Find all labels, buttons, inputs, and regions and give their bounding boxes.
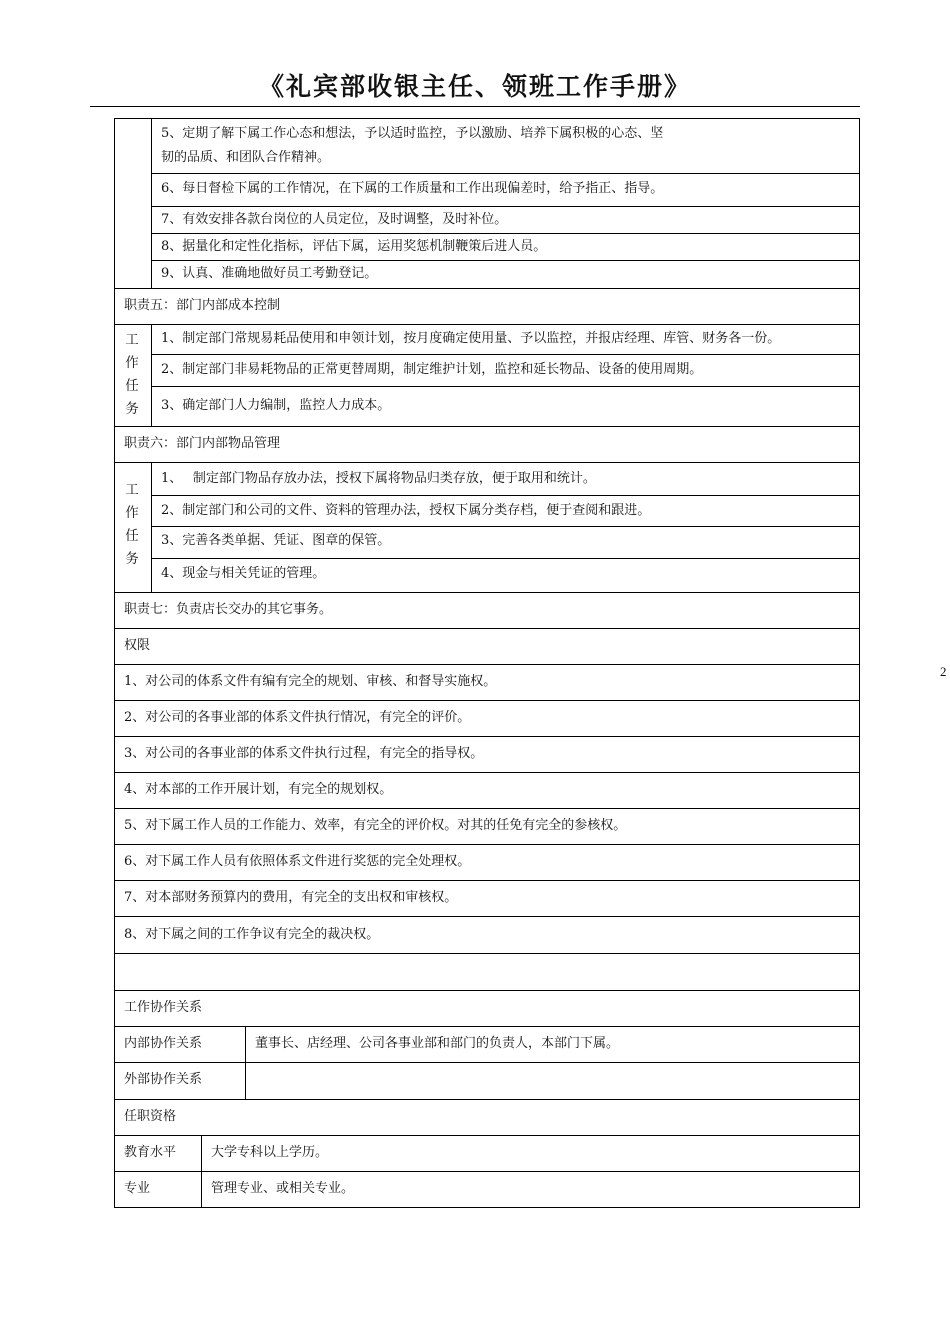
table-divider: [151, 324, 152, 426]
page-title: 《礼宾部收银主任、领班工作手册》: [258, 72, 691, 101]
label-char: 工: [125, 332, 139, 348]
table-divider: [151, 558, 860, 559]
table-divider: [114, 953, 860, 954]
authority-item: 4、对本部的工作开展计划，有完全的规划权。: [124, 782, 393, 797]
task-item: 1、制定部门常规易耗品使用和申领计划，按月度确定使用量、予以监控，并报店经理、库管、财务各一份。: [161, 331, 781, 346]
authority-item: 3、对公司的各事业部的体系文件执行过程，有完全的指导权。: [124, 746, 484, 761]
table-divider: [151, 233, 860, 234]
table-divider: [151, 173, 860, 174]
table-divider: [114, 990, 860, 991]
task-item: 4、现金与相关凭证的管理。: [161, 566, 326, 581]
authority-item: 6、对下属工作人员有依照体系文件进行奖惩的完全处理权。: [124, 854, 471, 869]
task-item: 2、制定部门非易耗物品的正常更替周期，制定维护计划，监控和延长物品、设备的使用周期。: [161, 362, 703, 377]
task-item-continuation: 韧的品质、和团队合作精神。: [161, 150, 331, 165]
label-char: 务: [125, 401, 139, 417]
table-divider: [151, 206, 860, 207]
education-label: 教育水平: [124, 1145, 177, 1160]
table-divider: [114, 880, 860, 881]
table-divider: [114, 664, 860, 665]
label-char: 作: [125, 505, 139, 521]
table-divider: [151, 526, 860, 527]
table-divider: [151, 260, 860, 261]
task-item: 9、认真、准确地做好员工考勤登记。: [161, 266, 378, 281]
task-item: 5、定期了解下属工作心态和想法，予以适时监控，予以激励、培养下属积极的心态、坚: [161, 126, 664, 141]
table-divider: [114, 1099, 860, 1100]
table-divider: [114, 736, 860, 737]
title-underline: [90, 106, 860, 107]
table-divider: [151, 462, 152, 592]
task-item: 1、 制定部门物品存放办法，授权下属将物品归类存放，便于取用和统计。: [161, 471, 596, 486]
major-value: 管理专业、或相关专业。: [211, 1181, 355, 1196]
table-divider: [114, 426, 860, 427]
table-divider: [151, 386, 860, 387]
task-item: 7、有效安排各款台岗位的人员定位，及时调整，及时补位。: [161, 212, 508, 227]
task-item: 3、完善各类单据、凭证、图章的保管。: [161, 533, 391, 548]
internal-cooperation-label: 内部协作关系: [124, 1036, 203, 1051]
table-divider: [114, 592, 860, 593]
authority-item: 8、对下属之间的工作争议有完全的裁决权。: [124, 927, 380, 942]
table-divider: [114, 808, 860, 809]
work-task-label: [118, 479, 146, 571]
table-divider: [151, 354, 860, 355]
work-task-label: [118, 329, 146, 421]
label-char: 工: [125, 482, 139, 498]
label-char: 作: [125, 355, 139, 371]
table-divider: [114, 916, 860, 917]
table-divider: [114, 700, 860, 701]
section-heading-authority: 权限: [124, 638, 151, 653]
page-number: 2: [940, 664, 947, 679]
external-cooperation-label: 外部协作关系: [124, 1072, 203, 1087]
internal-cooperation-value: 董事长、店经理、公司各事业部和部门的负责人，本部门下属。: [255, 1036, 620, 1051]
table-divider: [114, 1135, 860, 1136]
table-divider: [114, 1171, 860, 1172]
table-divider: [114, 844, 860, 845]
table-divider: [114, 628, 860, 629]
major-label: 专业: [124, 1181, 151, 1196]
duty-heading: 职责五：部门内部成本控制: [124, 298, 281, 313]
table-divider: [114, 1026, 860, 1027]
authority-item: 1、对公司的体系文件有编有完全的规划、审核、和督导实施权。: [124, 674, 497, 689]
duty-heading: 职责六：部门内部物品管理: [124, 436, 281, 451]
authority-item: 7、对本部财务预算内的费用，有完全的支出权和审核权。: [124, 890, 458, 905]
task-item: 6、每日督检下属的工作情况，在下属的工作质量和工作出现偏差时，给予指正、指导。: [161, 181, 664, 196]
task-item: 3、确定部门人力编制，监控人力成本。: [161, 398, 391, 413]
authority-item: 2、对公司的各事业部的体系文件执行情况，有完全的评价。: [124, 710, 471, 725]
authority-item: 5、对下属工作人员的工作能力、效率，有完全的评价权。对其的任免有完全的参核权。: [124, 818, 627, 833]
task-item: 2、制定部门和公司的文件、资料的管理办法，授权下属分类存档，便于查阅和跟进。: [161, 503, 651, 518]
table-divider: [114, 772, 860, 773]
table-divider: [114, 1062, 860, 1063]
label-char: 务: [125, 551, 139, 567]
table-divider: [114, 288, 860, 289]
education-value: 大学专科以上学历。: [211, 1145, 329, 1160]
table-divider: [151, 495, 860, 496]
duty-heading: 职责七：负责店长交办的其它事务。: [124, 602, 333, 617]
table-divider: [151, 118, 152, 288]
table-divider: [114, 462, 860, 463]
section-heading-qualification: 任职资格: [124, 1109, 177, 1124]
label-char: 任: [125, 378, 139, 394]
task-item: 8、据量化和定性化指标，评估下属，运用奖惩机制鞭策后进人员。: [161, 239, 547, 254]
label-char: 任: [125, 528, 139, 544]
table-divider: [114, 324, 860, 325]
section-heading-cooperation: 工作协作关系: [124, 1000, 203, 1015]
